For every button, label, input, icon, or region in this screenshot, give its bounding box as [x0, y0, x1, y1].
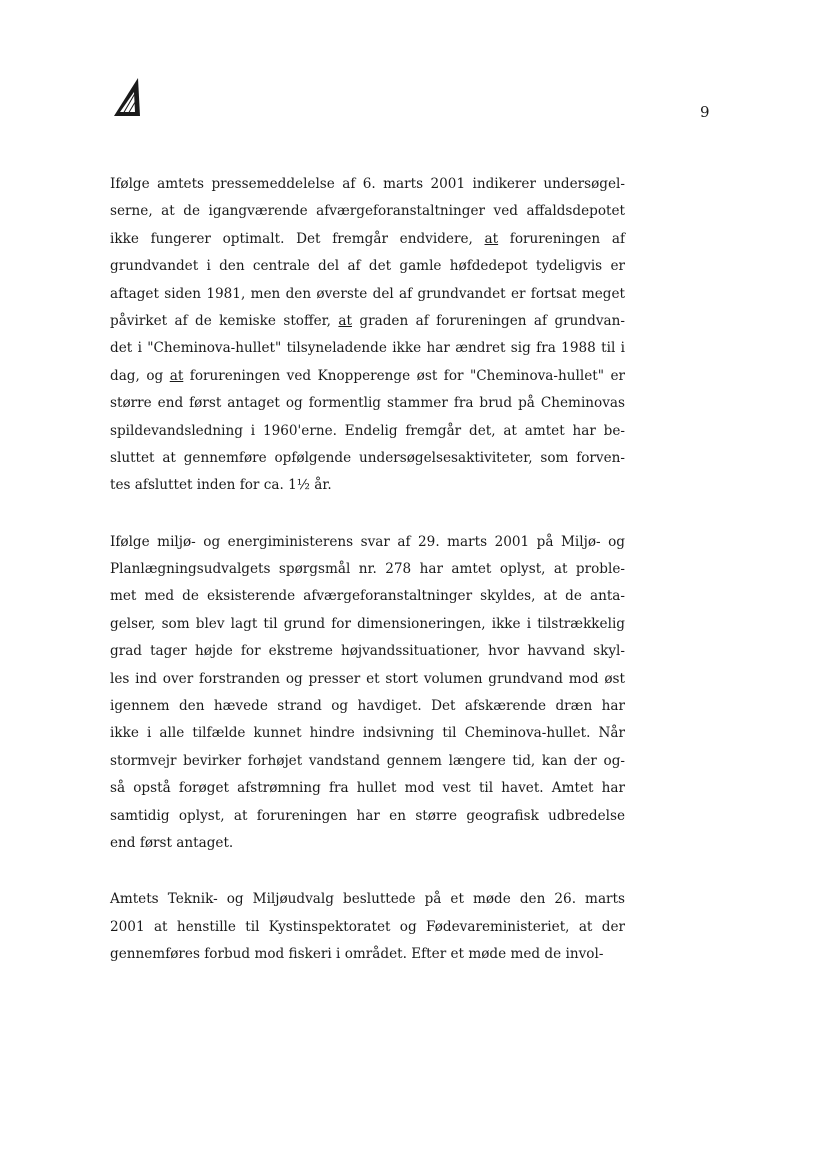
text-segment: Amtets Teknik- og Miljøudvalg besluttede på et møde den 26. marts: [110, 891, 625, 908]
text-segment: end først antaget.: [110, 834, 234, 851]
text-line: [110, 941, 625, 968]
text-segment: stormvejr bevirker forhøjet vandstand gennem længere tid, kan der og-: [110, 752, 625, 769]
text-segment: aftaget siden 1981, men den øverste del af grundvandet er fortsat meget: [110, 285, 625, 302]
text-segment: Ifølge miljø- og energiministerens svar af 29. marts 2001 på Miljø- og: [110, 533, 625, 550]
text-segment: dag, og: [110, 367, 170, 384]
text-line: [110, 390, 625, 417]
text-line: [110, 666, 625, 693]
text-segment: igennem den hævede strand og havdiget. Det afskærende dræn har: [110, 698, 625, 715]
text-line: [110, 803, 625, 830]
text-line: [110, 693, 625, 720]
text-line: [110, 886, 625, 913]
text-line: [110, 445, 625, 472]
text-segment: større end først antaget og formentlig stammer fra brud på Cheminovas: [110, 395, 625, 412]
text-segment: grundvandet i den centrale del af det gamle høfdedepot tydeligvis er: [110, 258, 625, 275]
text-line: [110, 775, 625, 802]
text-segment: 2001 at henstille til Kystinspektoratet og Fødevareministeriet, at der: [110, 918, 625, 935]
body-text: [110, 171, 625, 969]
underlined-word: at: [484, 230, 499, 247]
text-segment: det i "Cheminova-hullet" tilsyneladende ikke har ændret sig fra 1988 til i: [110, 340, 625, 357]
text-segment: sluttet at gennemføre opfølgende undersøgelsesaktiviteter, som forven-: [110, 449, 625, 466]
text-segment: gennemføres forbud mod fiskeri i området. Efter et møde med de invol-: [110, 946, 604, 963]
paragraph: [110, 171, 625, 500]
text-segment: serne, at de igangværende afværgeforanstaltninger ved affaldsdepotet: [110, 203, 625, 220]
text-line: [110, 611, 625, 638]
text-line: [110, 363, 625, 390]
text-segment: Planlægningsudvalgets spørgsmål nr. 278 har amtet oplyst, at proble-: [110, 561, 625, 578]
text-segment: spildevandsledning i 1960'erne. Endelig fremgår det, at amtet har be-: [110, 422, 625, 439]
text-segment: graden af forureningen af grundvan-: [351, 312, 625, 329]
text-segment: grad tager højde for ekstreme højvandssituationer, hvor havvand skyl-: [110, 643, 625, 660]
text-segment: gelser, som blev lagt til grund for dimensioneringen, ikke i tilstrækkelig: [110, 615, 625, 632]
text-line: [110, 472, 625, 499]
text-segment: forureningen ved Knopperenge øst for "Cheminova-hullet" er: [183, 367, 626, 384]
text-segment: les ind over forstranden og presser et stort volumen grundvand mod øst: [110, 670, 625, 687]
text-segment: så opstå forøget afstrømning fra hullet mod vest til havet. Amtet har: [110, 780, 625, 797]
text-line: [110, 308, 625, 335]
paragraph: [110, 529, 625, 858]
text-line: [110, 556, 625, 583]
text-segment: ikke i alle tilfælde kunnet hindre indsivning til Cheminova-hullet. Når: [110, 725, 625, 742]
text-line: [110, 638, 625, 665]
text-line: [110, 226, 625, 253]
text-line: [110, 529, 625, 556]
text-segment: forureningen af: [498, 230, 625, 247]
text-line: [110, 171, 625, 198]
text-line: [110, 914, 625, 941]
text-segment: påvirket af de kemiske stoffer,: [110, 312, 339, 329]
text-line: [110, 253, 625, 280]
text-line: [110, 830, 625, 857]
text-line: [110, 198, 625, 225]
page-number: 9: [700, 103, 710, 121]
underlined-word: at: [169, 367, 184, 384]
logo-icon: [114, 78, 140, 116]
text-segment: Ifølge amtets pressemeddelelse af 6. marts 2001 indikerer undersøgel-: [110, 176, 625, 192]
underlined-word: at: [338, 312, 352, 329]
text-segment: ikke fungerer optimalt. Det fremgår endvidere,: [110, 230, 485, 247]
text-line: [110, 418, 625, 445]
text-line: [110, 720, 625, 747]
text-line: [110, 748, 625, 775]
text-line: [110, 335, 625, 362]
paragraph: [110, 886, 625, 968]
text-line: [110, 281, 625, 308]
text-segment: tes afsluttet inden for ca. 1½ år.: [110, 477, 332, 494]
text-segment: met med de eksisterende afværgeforanstaltninger skyldes, at de anta-: [110, 588, 625, 605]
text-segment: samtidig oplyst, at forureningen har en større geografisk udbredelse: [110, 807, 625, 824]
text-line: [110, 583, 625, 610]
